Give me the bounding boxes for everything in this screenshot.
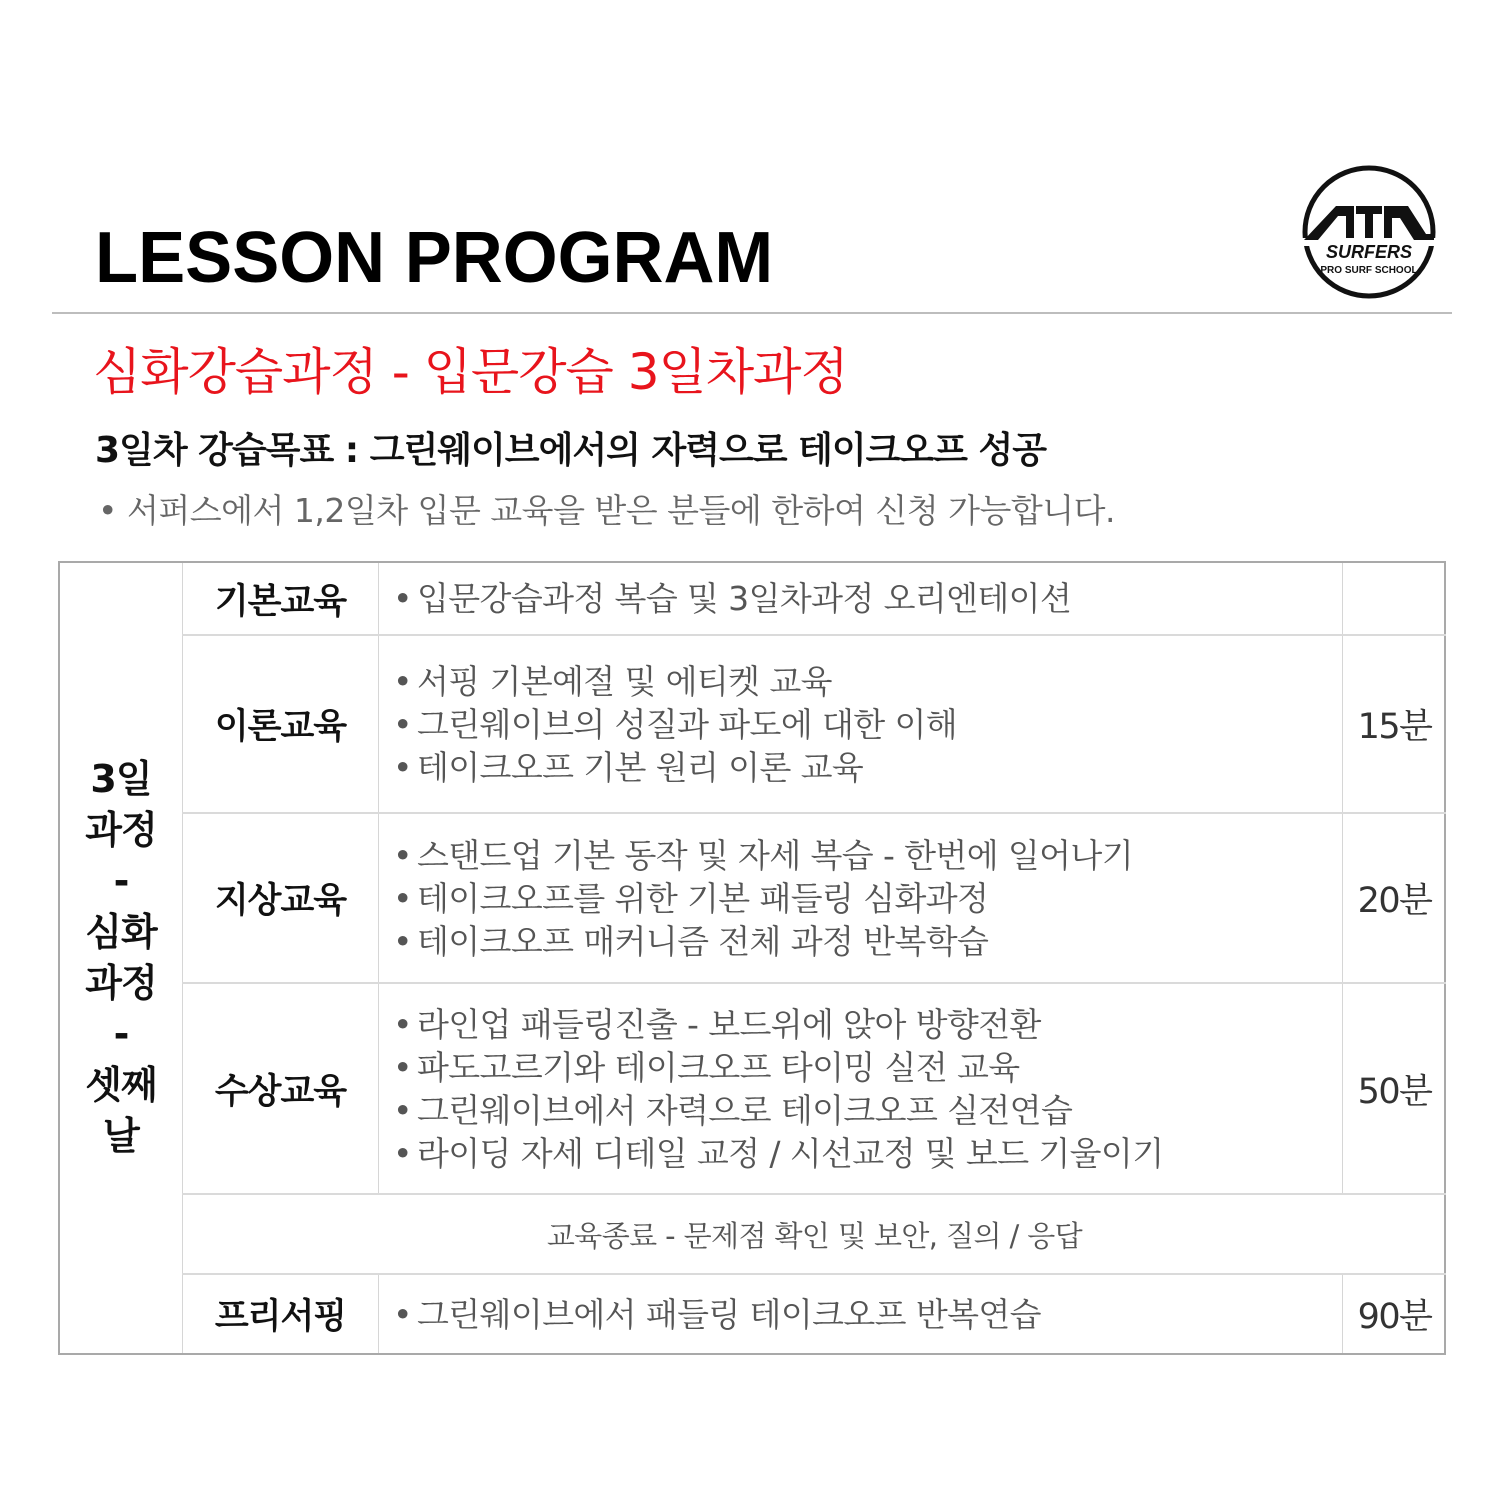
category-theory: 이론교육: [214, 707, 347, 747]
category-water: 수상교육: [214, 1071, 347, 1112]
svg-text:SURFERS: SURFERS: [1325, 242, 1413, 262]
duration: 90분: [1357, 1297, 1432, 1337]
row-description: [379, 814, 1342, 982]
duration: 15분: [1357, 707, 1432, 747]
category-free-surfing: 프리서핑: [214, 1297, 347, 1337]
item-text: 라이딩 자세 디테일 교정 / 시선교정 및 보드 기울이기: [417, 1133, 1164, 1173]
category-ground: 지상교육: [214, 881, 347, 921]
eligibility-note: • 서퍼스에서 1,2일차 입문 교육을 받은 분들에 한하여 신청 가능합니다.: [98, 491, 1116, 530]
row-description: [379, 563, 1342, 634]
list-item: [393, 1293, 1041, 1336]
row-description: [379, 1275, 1342, 1353]
item-text: 스탠드업 기본 동작 및 자세 복습 - 한번에 일어나기: [417, 835, 1133, 875]
course-subtitle: 심화강습과정 - 입문강습 3일차과정: [93, 343, 848, 401]
item-text: 그린웨이브에서 자력으로 테이크오프 실전연습: [417, 1090, 1073, 1130]
day-label-line: -: [113, 1012, 129, 1056]
day-label-line: 3일: [90, 757, 152, 801]
course-goal: 3일차 강습목표 : 그린웨이브에서의 자력으로 테이크오프 성공: [95, 430, 1047, 471]
duration: [1343, 563, 1446, 634]
bullet-icon: •: [393, 579, 412, 618]
list-item: [393, 920, 988, 963]
duration: 50분: [1357, 1071, 1432, 1112]
list-item: [393, 660, 832, 703]
item-text: 파도고르기와 테이크오프 타이밍 실전 교육: [417, 1047, 1020, 1087]
bullet-icon: •: [393, 1047, 412, 1087]
duration: 20분: [1357, 881, 1432, 921]
bullet-icon: •: [393, 661, 412, 701]
item-text: 그린웨이브에서 패들링 테이크오프 반복연습: [417, 1294, 1041, 1334]
list-item: [393, 577, 1071, 620]
svg-text:PRO SURF SCHOOL: PRO SURF SCHOOL: [1320, 265, 1418, 276]
day-label: [60, 563, 182, 1353]
item-text: 서핑 기본예절 및 에티켓 교육: [417, 661, 832, 701]
bullet-icon: •: [393, 921, 412, 961]
page-title: LESSON PROGRAM: [95, 218, 774, 298]
item-text: 라인업 패들링진출 - 보드위에 앉아 방향전환: [417, 1004, 1041, 1044]
list-item: [393, 703, 957, 746]
list-item: [393, 1132, 1163, 1175]
day-label-line: -: [113, 859, 129, 903]
item-text: 입문강습과정 복습 및 3일차과정 오리엔테이션: [417, 579, 1072, 618]
bullet-icon: •: [393, 1004, 412, 1044]
header-divider: [52, 312, 1452, 314]
list-item: [393, 746, 863, 789]
bullet-icon: •: [393, 878, 412, 918]
list-item: [393, 1003, 1041, 1046]
bullet-icon: •: [393, 1133, 412, 1173]
bullet-icon: •: [393, 747, 412, 787]
list-item: [393, 834, 1133, 877]
item-text: 테이크오프 매커니즘 전체 과정 반복학습: [417, 921, 989, 961]
day-label-line: 셋째: [85, 1063, 157, 1107]
item-text: 테이크오프 기본 원리 이론 교육: [417, 747, 864, 787]
day-label-line: 과정: [85, 808, 157, 852]
day-label-line: 날: [103, 1114, 139, 1158]
closing-row: 교육종료 - 문제점 확인 및 보안, 질의 / 응답: [546, 1218, 1083, 1253]
lesson-table: [58, 561, 1446, 1355]
bullet-icon: •: [393, 1090, 412, 1130]
day-label-line: 과정: [85, 961, 157, 1005]
day-label-line: 심화: [85, 910, 157, 954]
bullet-icon: •: [393, 1294, 412, 1334]
item-text: 테이크오프를 위한 기본 패들링 심화과정: [417, 878, 989, 918]
list-item: [393, 877, 988, 920]
bullet-icon: •: [393, 835, 412, 875]
bullet-icon: •: [393, 704, 412, 744]
list-item: [393, 1046, 1020, 1089]
category-basic: 기본교육: [214, 581, 347, 622]
atta-surfers-logo: [1296, 162, 1442, 302]
list-item: [393, 1089, 1072, 1132]
item-text: 그린웨이브의 성질과 파도에 대한 이해: [417, 704, 958, 744]
row-description: [379, 984, 1342, 1193]
row-description: [379, 636, 1342, 812]
